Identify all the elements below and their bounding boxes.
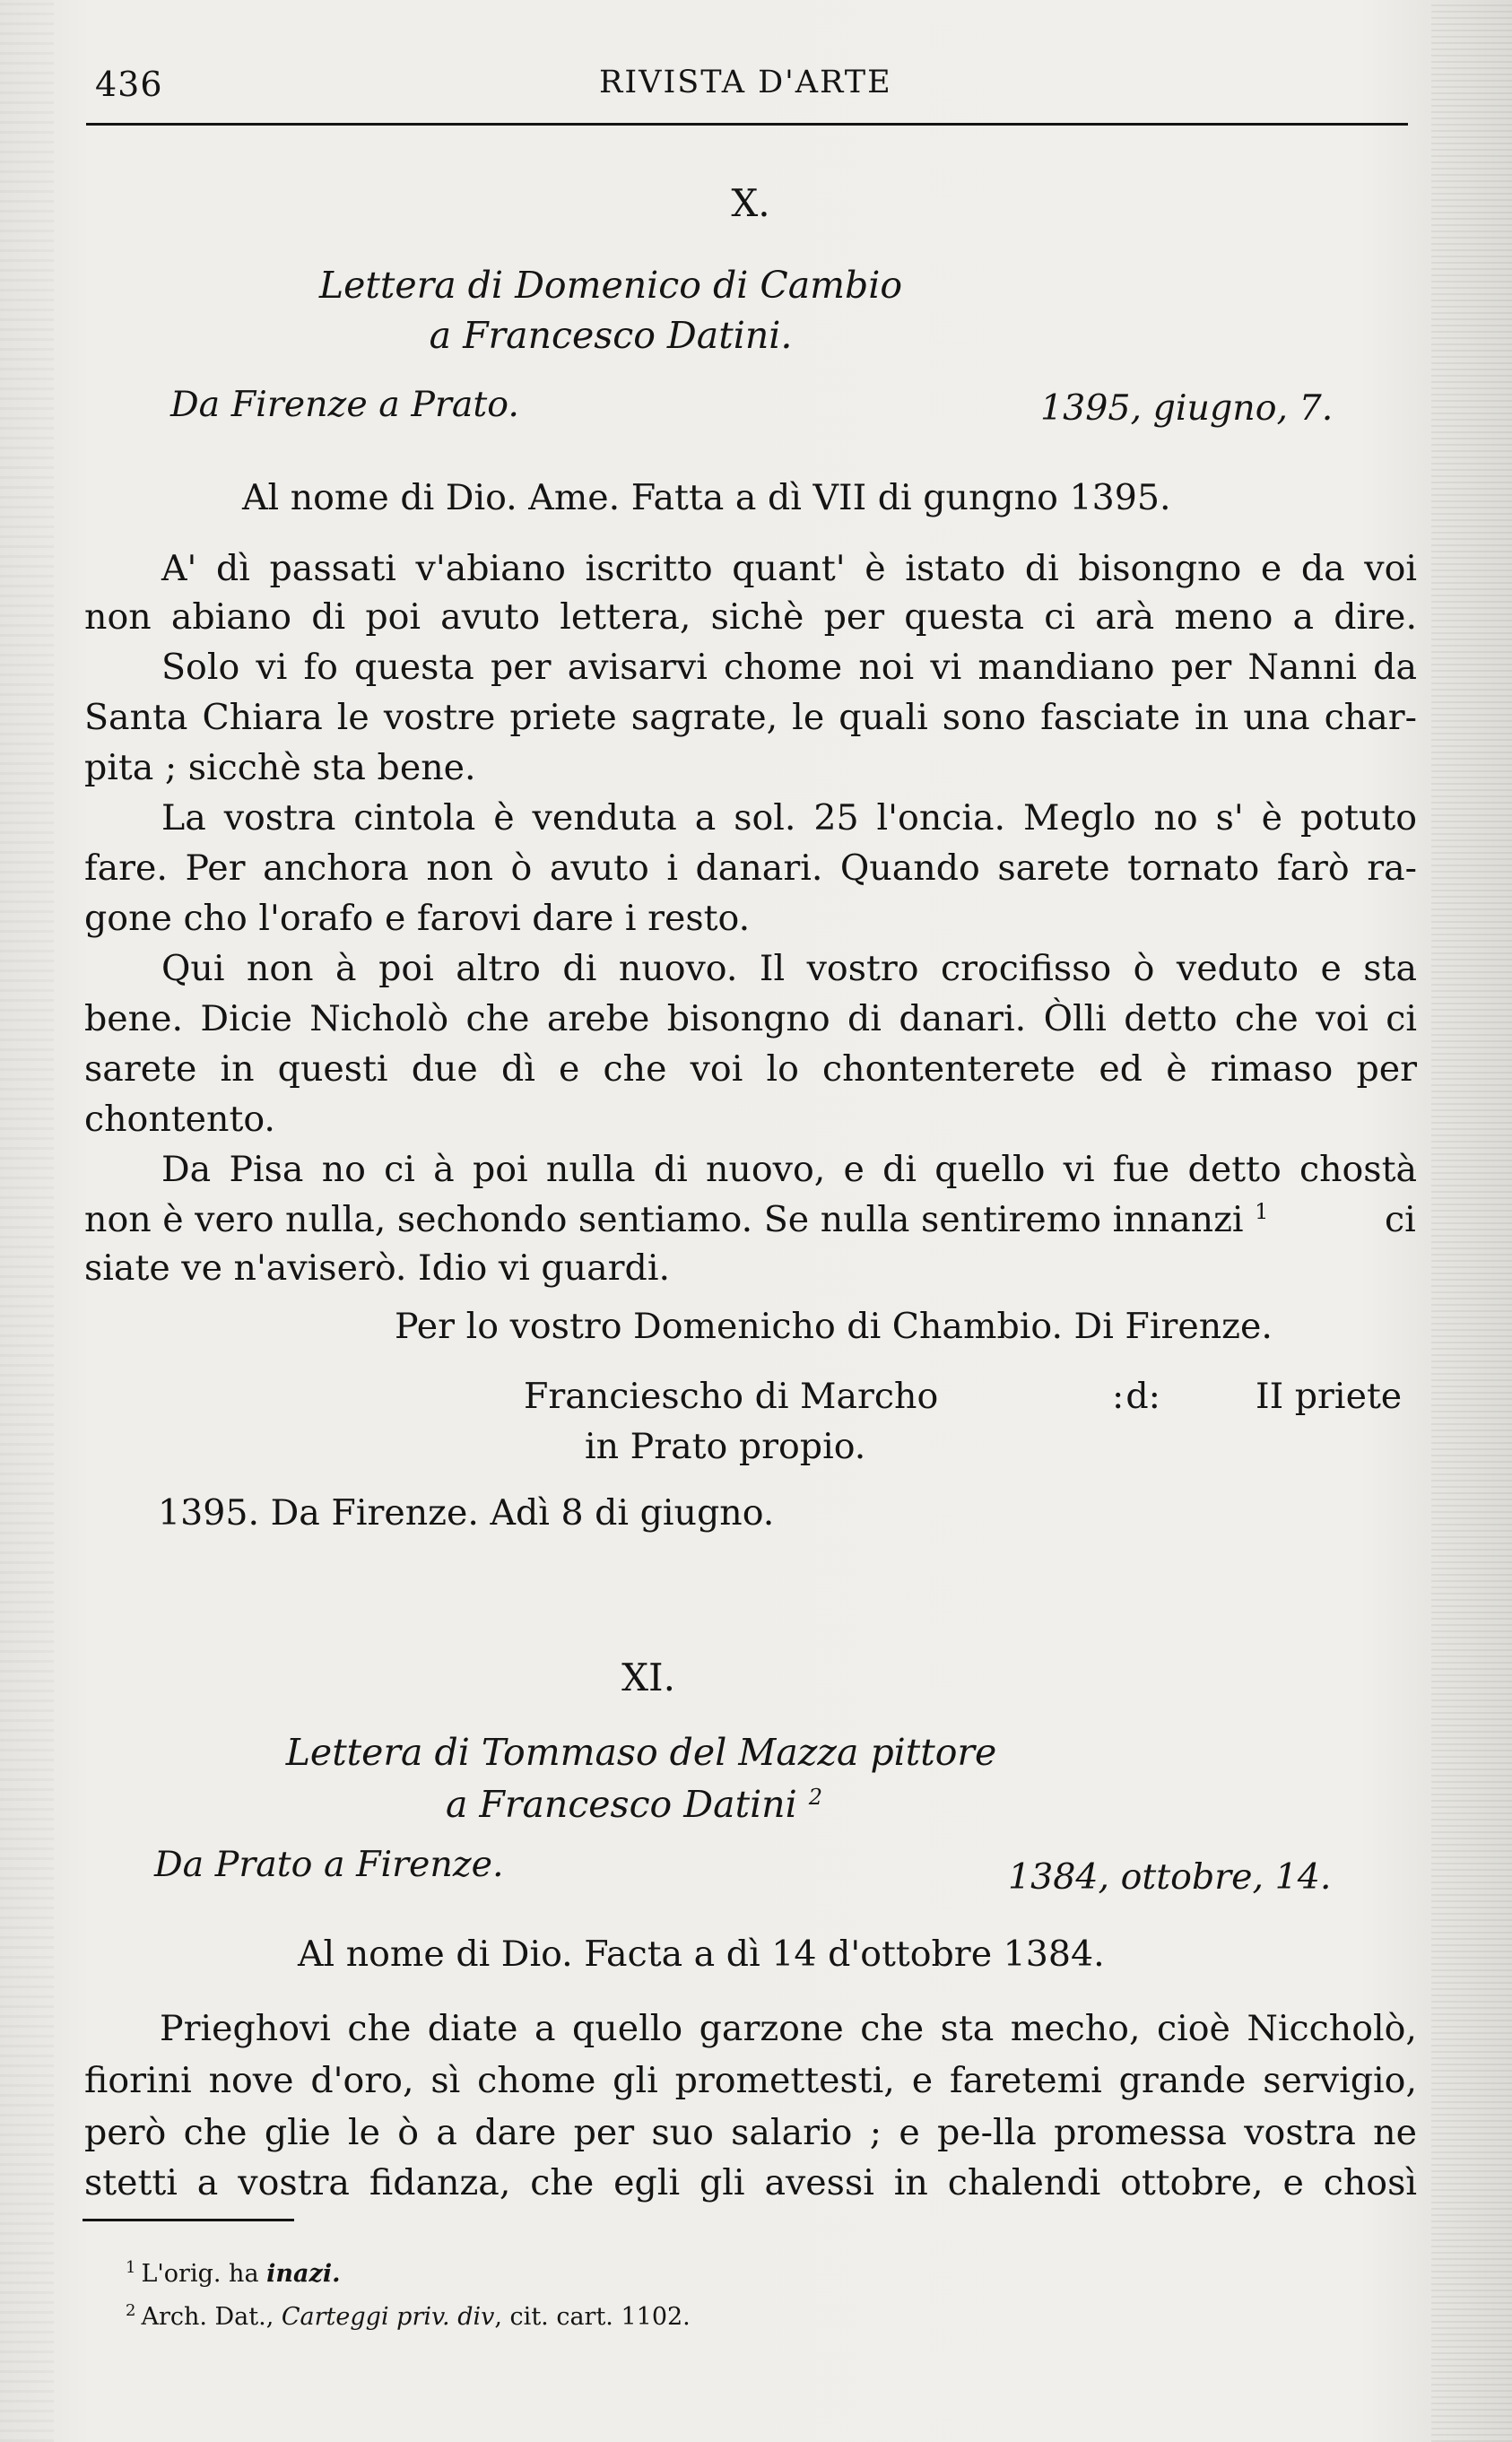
letter-xi-opening: Al nome di Dio. Facta a dì 14 d'ottobre 1384. <box>298 1934 1105 1975</box>
letter-x-numeral: X. <box>731 181 770 225</box>
letter-x-line: gone cho l'orafo e farovi dare i resto. <box>84 898 751 939</box>
letter-x-address-2: in Prato propio. <box>585 1426 866 1467</box>
merchant-mark-letter: d <box>1125 1376 1149 1417</box>
letter-x-line: fare. Per anchora non ò avuto i danari. Quando sarete tornato farò ra- <box>84 847 1417 889</box>
letter-xi-line: Prieghovi che diate a quello garzone che sta mecho, cioè Niccholò, <box>160 2008 1417 2049</box>
footnote-2-suffix: , cit. cart. 1102. <box>494 2303 691 2331</box>
letter-xi-date: 1384, ottobre, 14. <box>1008 1856 1332 1898</box>
letter-x-date: 1395, giugno, 7. <box>1040 387 1334 429</box>
letter-x-title-2: a Francesco Datini. <box>429 314 793 357</box>
footnote-1-text: L'orig. ha <box>141 2260 259 2288</box>
page-number: 436 <box>95 65 163 104</box>
letter-x-line: non abiano di poi avuto lettera, sichè per questa ci arà meno a dire. <box>84 596 1417 638</box>
letter-x-title-1: Lettera di Domenico di Cambio <box>318 264 903 307</box>
footnote-2-text: Arch. Dat., <box>141 2303 274 2331</box>
letter-xi-title-2 <box>0 1783 1300 1826</box>
letter-xi-line: stetti a vostra fidanza, che egli gli avessi in chalendi ottobre, e chosì <box>84 2162 1417 2203</box>
footnote-1-number: 1 <box>126 2258 136 2277</box>
scan-edge-left <box>0 0 54 2442</box>
letter-x-signature: Per lo vostro Domenicho di Chambio. Di Firenze. <box>395 1306 1273 1347</box>
letter-x-line-text: non è vero nulla, sechondo sentiamo. Se nulla sentiremo innanzi <box>84 1199 1244 1240</box>
letter-xi-title-2-text: a Francesco Datini <box>445 1783 797 1826</box>
header-rule <box>86 123 1408 126</box>
letter-x-line: Santa Chiara le vostre priete sagrate, le quali sono fasciate in una char- <box>84 697 1417 738</box>
letter-xi-numeral: XI. <box>621 1656 675 1699</box>
letter-x-line: sarete in questi due dì e che voi lo chontenterete ed è rimaso per <box>84 1048 1417 1090</box>
footnote-ref-2: 2 <box>808 1785 823 1810</box>
footnote-2-italic: Carteggi priv. div <box>281 2303 495 2331</box>
letter-x-line-tail: ci <box>1385 1199 1416 1240</box>
letter-x-line: pita ; sicchè sta bene. <box>84 747 476 788</box>
letter-xi-title-1: Lettera di Tommaso del Mazza pittore <box>285 1731 997 1774</box>
scan-edge-right <box>1431 0 1512 2442</box>
running-title: RIVISTA D'ARTE <box>599 65 892 100</box>
letter-x-line: A' dì passati v'abiano iscritto quant' è istato di bisongno e da voi <box>161 548 1417 589</box>
letter-x-opening: Al nome di Dio. Ame. Fatta a dì VII di gungno 1395. <box>242 477 1171 518</box>
letter-x-line: Da Pisa no ci à poi nulla di nuovo, e di quello vi fue detto chostà <box>161 1149 1417 1190</box>
letter-x-line-with-note <box>84 1196 1417 1243</box>
letter-x-place: Da Firenze a Prato. <box>170 384 519 425</box>
letter-xi-place: Da Prato a Firenze. <box>154 1844 504 1885</box>
letter-x-mark-note: II priete <box>1256 1376 1403 1417</box>
letter-x-line: Solo vi fo questa per avisarvi chome noi vi mandiano per Nanni da <box>161 647 1417 688</box>
footnote-2-number: 2 <box>126 2301 136 2320</box>
letter-x-line: Qui non à poi altro di nuovo. Il vostro crocifisso ò veduto e sta <box>161 948 1417 989</box>
footnote-1 <box>126 2258 341 2288</box>
letter-xi-line: però che glie le ò a dare per suo salario ; e pe-lla promessa vostra ne <box>84 2112 1417 2153</box>
letter-x-line: siate ve n'aviserò. Idio vi guardi. <box>84 1247 671 1289</box>
merchant-mark: :d: <box>1112 1376 1160 1417</box>
footnote-ref-1: 1 <box>1255 1199 1269 1224</box>
footnote-rule <box>83 2219 294 2221</box>
letter-x-address-1: Franciescho di Marcho <box>524 1376 939 1417</box>
letter-x-date-received: 1395. Da Firenze. Adì 8 di giugno. <box>158 1492 775 1534</box>
footnote-2 <box>126 2301 691 2331</box>
letter-x-line: La vostra cintola è venduta a sol. 25 l'oncia. Meglo no s' è potuto <box>161 797 1417 839</box>
letter-x-line: bene. Dicie Nicholò che arebe bisongno di danari. Òlli detto che voi ci <box>84 998 1417 1039</box>
letter-x-line: chontento. <box>84 1099 275 1140</box>
footnote-1-italic: inazi. <box>266 2260 341 2288</box>
letter-xi-line: fiorini nove d'oro, sì chome gli promettesti, e faretemi grande servigio, <box>84 2060 1417 2101</box>
